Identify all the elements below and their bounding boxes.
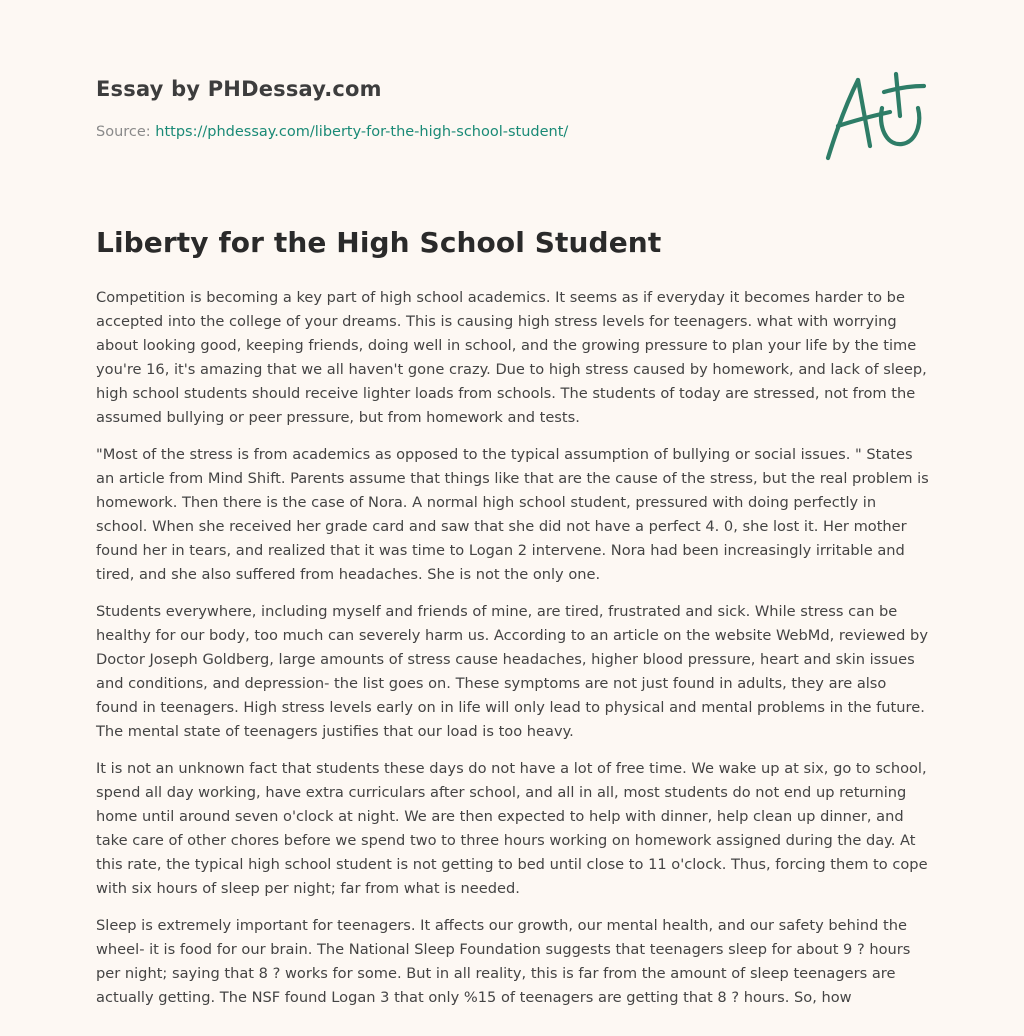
source-label: Source: <box>96 124 156 140</box>
essay-paragraph: Competition is becoming a key part of high school academics. It seems as if everyday it becomes harder to be accepted into the college of your dreams. This is causing high stress levels for teenagers. what with worrying about looking good, keeping friends, doing well in school, and the growing pressure to plan your life by the time you're 16, it's amazing that we all haven't gone crazy. Due to high stress caused by homework, and lack of sleep, high school students should receive lighter loads from schools. The students of today are stressed, not from the assumed bullying or peer pressure, but from homework and tests. <box>96 289 927 426</box>
essay-title: Liberty for the High School Student <box>96 226 662 259</box>
source-line <box>96 124 568 140</box>
a-plus-grade-icon <box>822 68 926 164</box>
site-brand: Essay by PHDessay.com <box>96 77 382 101</box>
essay-paragraph: It is not an unknown fact that students these days do not have a lot of free time. We wake up at six, go to school, spend all day working, have extra curriculars after school, and all in all, most students do not end up returning home until around seven o'clock at night. We are then expected to help with dinner, help clean up dinner, and take care of other chores before we spend two to three hours working on homework assigned during the day. At this rate, the typical high school student is not getting to bed until close to 11 o'clock. Thus, forcing them to cope with six hours of sleep per night; far from what is needed. <box>96 760 928 897</box>
source-link[interactable]: https://phdessay.com/liberty-for-the-high-school-student/ <box>155 124 569 140</box>
essay-paragraph: Sleep is extremely important for teenagers. It affects our growth, our mental health, and our safety behind the wheel- it is food for our brain. The National Sleep Foundation suggests that teenagers sleep for about 9 ? hours per night; saying that 8 ? works for some. But in all reality, this is far from the amount of sleep teenagers are actually getting. The NSF found Logan 3 that only %15 of teenagers are getting that 8 ? hours. So, how <box>96 917 911 1006</box>
essay-paragraph: "Most of the stress is from academics as opposed to the typical assumption of bullying or social issues. " States an article from Mind Shift. Parents assume that things like that are the cause of the stress, but the real problem is homework. Then there is the case of Nora. A normal high school student, pressured with doing perfectly in school. When she received her grade card and saw that she did not have a perfect 4. 0, she lost it. Her mother found her in tears, and realized that it was time to Logan 2 intervene. Nora had been increasingly irritable and tired, and she also suffered from headaches. She is not the only one. <box>96 446 929 583</box>
essay-body <box>96 286 932 1023</box>
essay-paragraph: Students everywhere, including myself and friends of mine, are tired, frustrated and sick. While stress can be healthy for our body, too much can severely harm us. According to an article on the website WebMd, reviewed by Doctor Joseph Goldberg, large amounts of stress cause headaches, higher blood pressure, heart and skin issues and conditions, and depression- the list goes on. These symptoms are not just found in adults, they are also found in teenagers. High stress levels early on in life will only lead to physical and mental problems in the future. The mental state of teenagers justifies that our load is too heavy. <box>96 603 928 740</box>
